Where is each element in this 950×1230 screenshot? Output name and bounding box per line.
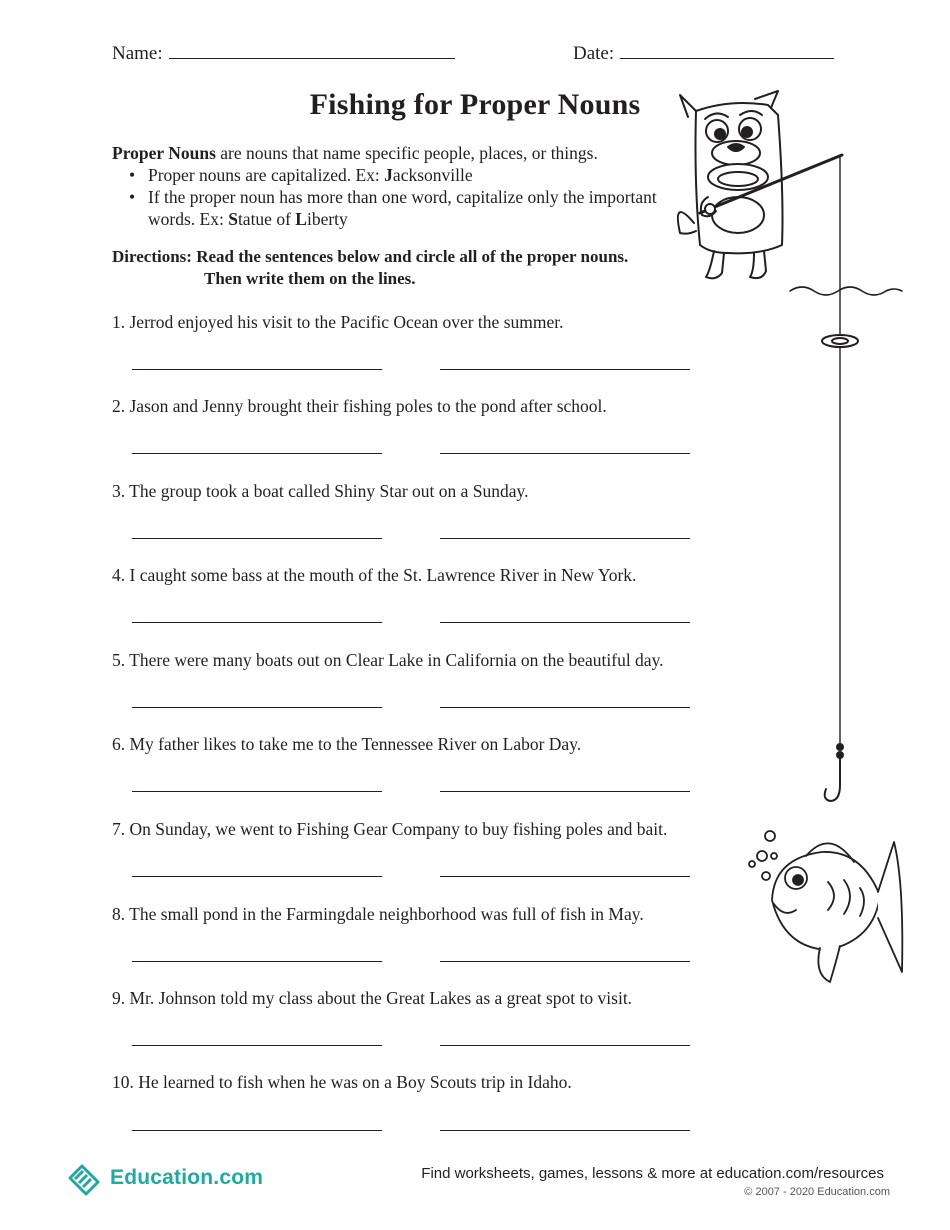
question-7: 7. On Sunday, we went to Fishing Gear Company to buy fishing poles and bait. <box>112 819 668 839</box>
rule-item <box>148 186 672 230</box>
question-9: 9. Mr. Johnson told my class about the Great Lakes as a great spot to visit. <box>112 988 633 1008</box>
answer-line[interactable] <box>132 369 382 370</box>
fishing-dog-illustration <box>650 85 910 825</box>
example-rest: acksonville <box>392 165 473 185</box>
date-line[interactable] <box>620 42 834 59</box>
brand-name: Education.com <box>110 1166 264 1189</box>
question-1: 1. Jerrod enjoyed his visit to the Pacific Ocean over the summer. <box>112 312 564 332</box>
name-label: Name: <box>112 43 163 64</box>
term: Proper Nouns <box>112 143 216 163</box>
answer-line[interactable] <box>132 1045 382 1046</box>
rule-item <box>148 164 672 186</box>
example-rest: tatue of <box>237 209 296 229</box>
education-logo-icon <box>64 1158 104 1198</box>
intro-block <box>112 142 672 230</box>
answer-line[interactable] <box>132 453 382 454</box>
question-10: 10. He learned to fish when he was on a Boy Scouts trip in Idaho. <box>112 1072 572 1092</box>
question-6: 6. My father likes to take me to the Tennessee River on Labor Day. <box>112 734 582 754</box>
answer-line[interactable] <box>132 707 382 708</box>
answer-line[interactable] <box>440 961 690 962</box>
answer-line[interactable] <box>132 538 382 539</box>
question-4: 4. I caught some bass at the mouth of the St. Lawrence River in New York. <box>112 565 637 585</box>
example-rest: iberty <box>306 209 348 229</box>
example-cap: L <box>295 209 307 229</box>
example-cap: J <box>384 165 393 185</box>
example-cap: S <box>228 209 238 229</box>
name-line[interactable] <box>169 42 455 59</box>
answer-line[interactable] <box>132 876 382 877</box>
question-2: 2. Jason and Jenny brought their fishing poles to the pond after school. <box>112 396 607 416</box>
directions <box>112 246 702 290</box>
question-8: 8. The small pond in the Farmingdale neighborhood was full of fish in May. <box>112 904 644 924</box>
answer-line[interactable] <box>440 876 690 877</box>
brand-logo[interactable] <box>64 1156 263 1200</box>
rules-list <box>112 164 672 230</box>
definition-text: are nouns that name specific people, places, or things. <box>215 143 598 163</box>
answer-line[interactable] <box>132 622 382 623</box>
page-title: Fishing for Proper Nouns <box>309 88 641 121</box>
resources-link[interactable]: Find worksheets, games, lessons & more at education.com/resources <box>421 1165 884 1182</box>
answer-line[interactable] <box>440 1130 690 1131</box>
copyright: © 2007 - 2020 Education.com <box>744 1186 890 1198</box>
question-5: 5. There were many boats out on Clear Lake in California on the beautiful day. <box>112 650 664 670</box>
date-field <box>573 42 834 65</box>
directions-line-1: Directions: Read the sentences below and circle all of the proper nouns. <box>112 247 629 266</box>
date-label: Date: <box>573 43 615 64</box>
rule-text: Proper nouns are capitalized. Ex: <box>148 165 385 185</box>
name-field <box>112 42 455 65</box>
answer-line[interactable] <box>132 1130 382 1131</box>
fish-illustration <box>744 822 914 997</box>
directions-line-2: Then write them on the lines. <box>204 269 416 288</box>
rule-text: If the proper noun has more than one word, capitalize only the important words. Ex: <box>148 187 657 229</box>
question-3: 3. The group took a boat called Shiny Star out on a Sunday. <box>112 481 529 501</box>
answer-line[interactable] <box>132 961 382 962</box>
answer-line[interactable] <box>440 1045 690 1046</box>
answer-line[interactable] <box>132 791 382 792</box>
definition <box>112 142 672 164</box>
